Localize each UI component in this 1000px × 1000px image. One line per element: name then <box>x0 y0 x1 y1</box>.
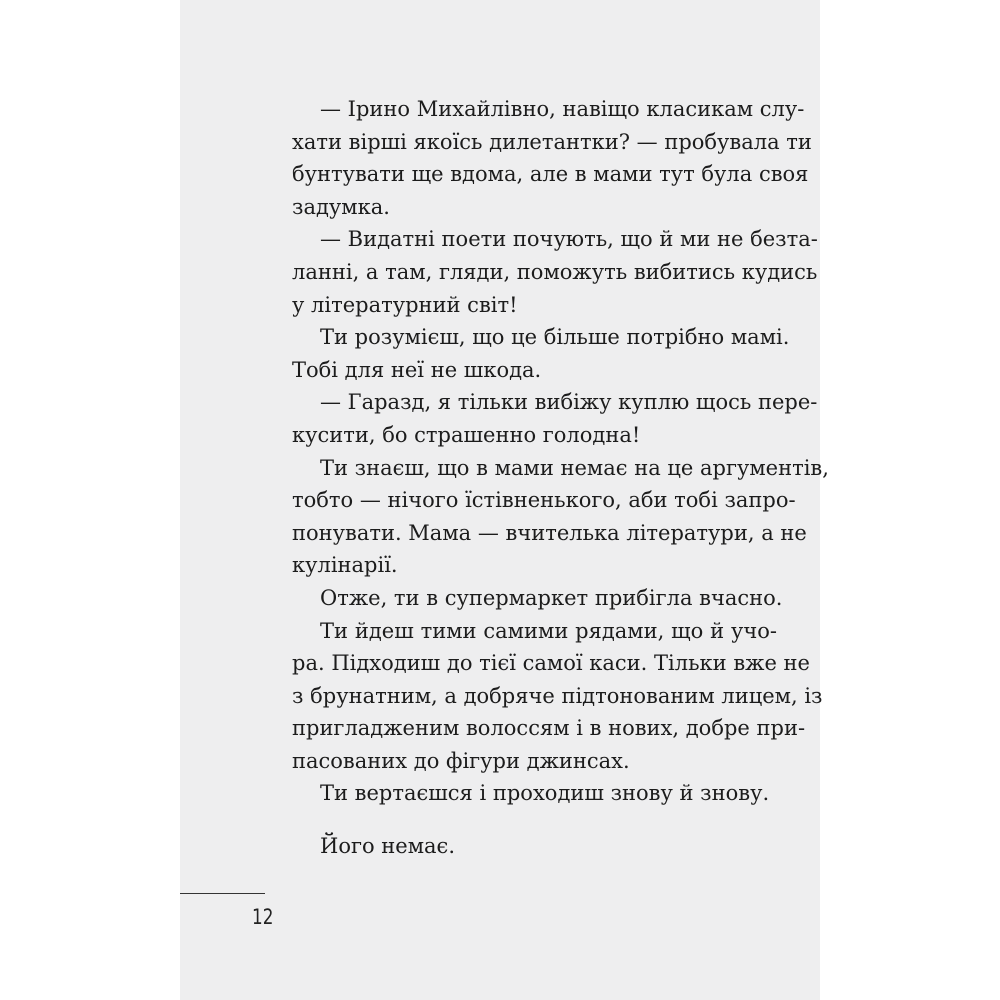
text-line: понувати. Мама — вчителька літератури, а не <box>292 520 807 545</box>
text-line: пригладженим волоссям і в нових, добре при- <box>292 716 806 741</box>
text-line: ра. Підходиш до тієї самої каси. Тільки вже не <box>292 651 810 676</box>
text-line: бунтувати ще вдома, але в мами тут була своя <box>292 162 809 187</box>
text-line: Ти йдеш тими самими рядами, що й учо- <box>320 618 777 643</box>
text-line: — Ірино Михайлівно, навіщо класикам слу- <box>320 97 805 121</box>
text-line: кулінарії. <box>292 553 398 578</box>
text-line: кусити, бо страшенно голодна! <box>292 422 641 447</box>
text-line: хати вірші якоїсь дилетантки? — пробувала ти <box>292 129 812 154</box>
text-line: Отже, ти в супермаркет прибігла вчасно. <box>320 585 783 610</box>
book-page <box>180 0 829 1000</box>
text-line: задумка. <box>292 194 390 219</box>
text-line: з брунатним, а добряче підтонованим лицем, із <box>292 683 823 708</box>
text-line: Ти розумієш, що це більше потрібно мамі. <box>320 325 790 350</box>
page-number: 12 <box>252 905 274 929</box>
text-line: Ти вертаєшся і проходиш знову й знову. <box>320 781 770 806</box>
text-line: Тобі для неї не шкода. <box>292 357 542 382</box>
text-line: — Видатні поети почують, що й ми не безта- <box>320 227 818 252</box>
text-line: тобто — нічого їстівненького, аби тобі запро- <box>292 488 796 513</box>
text-line: ланні, а там, гляди, поможуть вибитись кудись <box>292 259 818 284</box>
footer-rule <box>180 893 265 894</box>
text-line: пасованих до фігури джинсах. <box>292 748 630 773</box>
paragraph-gap <box>292 810 777 830</box>
body-text <box>292 93 829 863</box>
text-line: у літературний світ! <box>292 292 518 317</box>
final-line: Його немає. <box>320 834 455 859</box>
text-line: — Гаразд, я тільки вибіжу куплю щось пере- <box>320 390 818 415</box>
text-line: Ти знаєш, що в мами немає на це аргументів, <box>320 455 829 480</box>
